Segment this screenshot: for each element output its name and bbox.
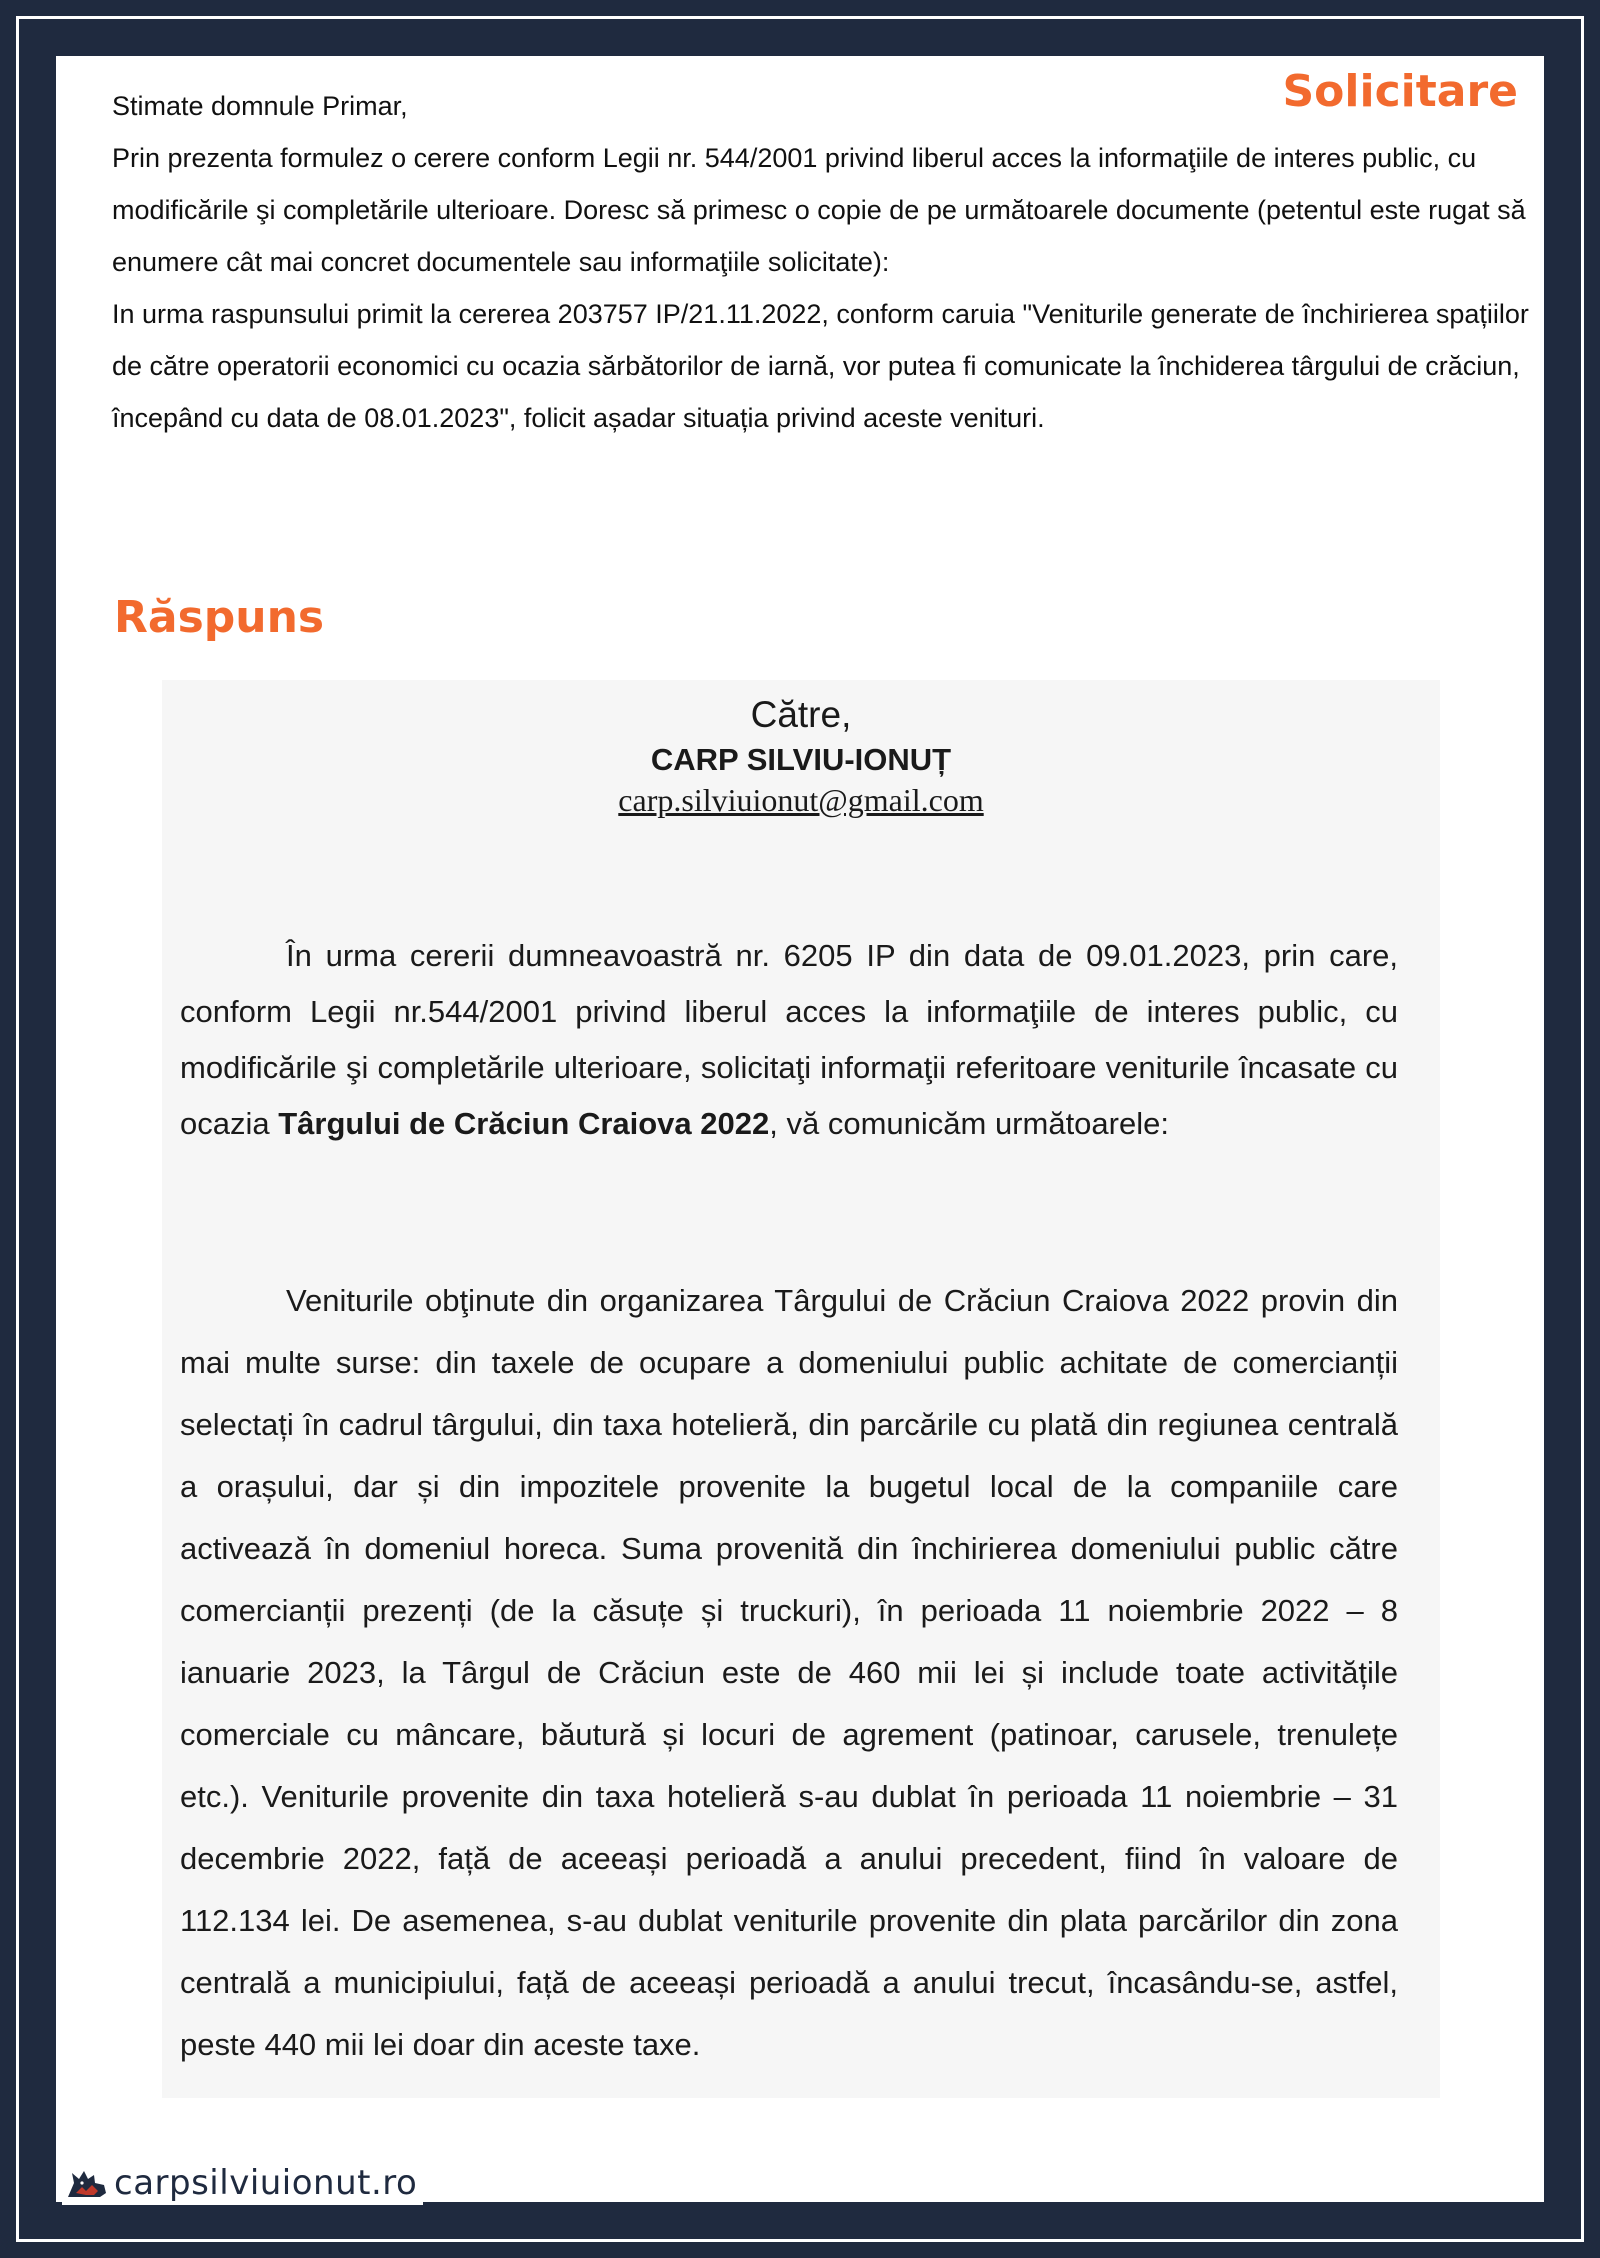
brand-watermark	[62, 2161, 423, 2205]
brand-text: carpsilviuionut.ro	[114, 2163, 418, 2203]
label-solicitare: Solicitare	[1282, 66, 1518, 117]
request-text	[112, 80, 1532, 444]
request-details: In urma raspunsului primit la cererea 203757 IP/21.11.2022, conform caruia "Veniturile generate de închirierea spațiilor de către operatorii economici cu ocazia sărbătorilor de iarnă, vor putea fi comunicate la închiderea târgului de crăciun, începând cu data de 08.01.2023", folicit așadar situația privind aceste venituri.	[112, 299, 1529, 433]
wolf-logo-icon	[64, 2163, 110, 2203]
response-document	[162, 680, 1440, 2098]
response-paragraph-1	[180, 928, 1398, 1152]
response-recipient-email: carp.silviuionut@gmail.com	[618, 782, 984, 818]
response-recipient-name: CARP SILVIU-IONUȚ	[650, 742, 952, 777]
response-paragraph-2	[180, 1270, 1398, 2076]
request-body: Prin prezenta formulez o cerere conform Legii nr. 544/2001 privind liberul acces la informaţiile de interes public, cu modificările şi completările ulterioare. Doresc să primesc o copie de pe următoarele documente (petentul este rugat să enumere cât mai concret documentele sau informaţiile solicitate):	[112, 143, 1526, 277]
para2-text: Veniturile obţinute din organizarea Târgului de Crăciun Craiova 2022 provin din mai multe surse: din taxele de ocupare a domeniului public achitate de comercianții selectați în cadrul târgului, din taxa hotelieră, din parcările cu plată din regiunea centrală a orașului, dar și din impozitele provenite la bugetul local de la companiile care activează în domeniul horeca. Suma provenită din închirierea domeniului public către comercianții prezenți (de la căsuțe și truckuri), în perioada 11 noiembrie 2022 – 8 ianuarie 2023, la Târgul de Crăciun este de 460 mii lei și include toate activitățile comerciale cu mâncare, băutură și locuri de agrement (patinoar, carusele, trenulețe etc.). Veniturile provenite din taxa hotelieră s-au dublat în perioada 11 noiembrie – 31 decembrie 2022, față de aceeași perioadă a anului precedent, fiind în valoare de 112.134 lei. De asemenea, s-au dublat veniturile provenite din plata parcărilor din zona centrală a municipiului, față de aceeași perioadă a anului trecut, încasându-se, astfel, peste 440 mii lei doar din aceste taxe.	[180, 1283, 1398, 2062]
response-recipient-prefix: Către,	[750, 694, 852, 735]
document-page	[56, 56, 1544, 2202]
para1-text-end: , vă comunicăm următoarele:	[769, 1106, 1169, 1141]
request-greeting: Stimate domnule Primar,	[112, 91, 408, 121]
para1-text-bold: Târgului de Crăciun Craiova 2022	[278, 1106, 770, 1141]
label-raspuns: Răspuns	[114, 592, 325, 643]
para1-text-start: În urma cererii dumneavoastră nr. 6205 IP din data de 09.01.2023, prin care, conform Legii nr.544/2001 privind liberul acces la informaţiile de interes public, cu modificările şi completările ulterioare, solicitaţi informaţii referitoare veniturile încasate cu ocazia	[180, 938, 1398, 1141]
